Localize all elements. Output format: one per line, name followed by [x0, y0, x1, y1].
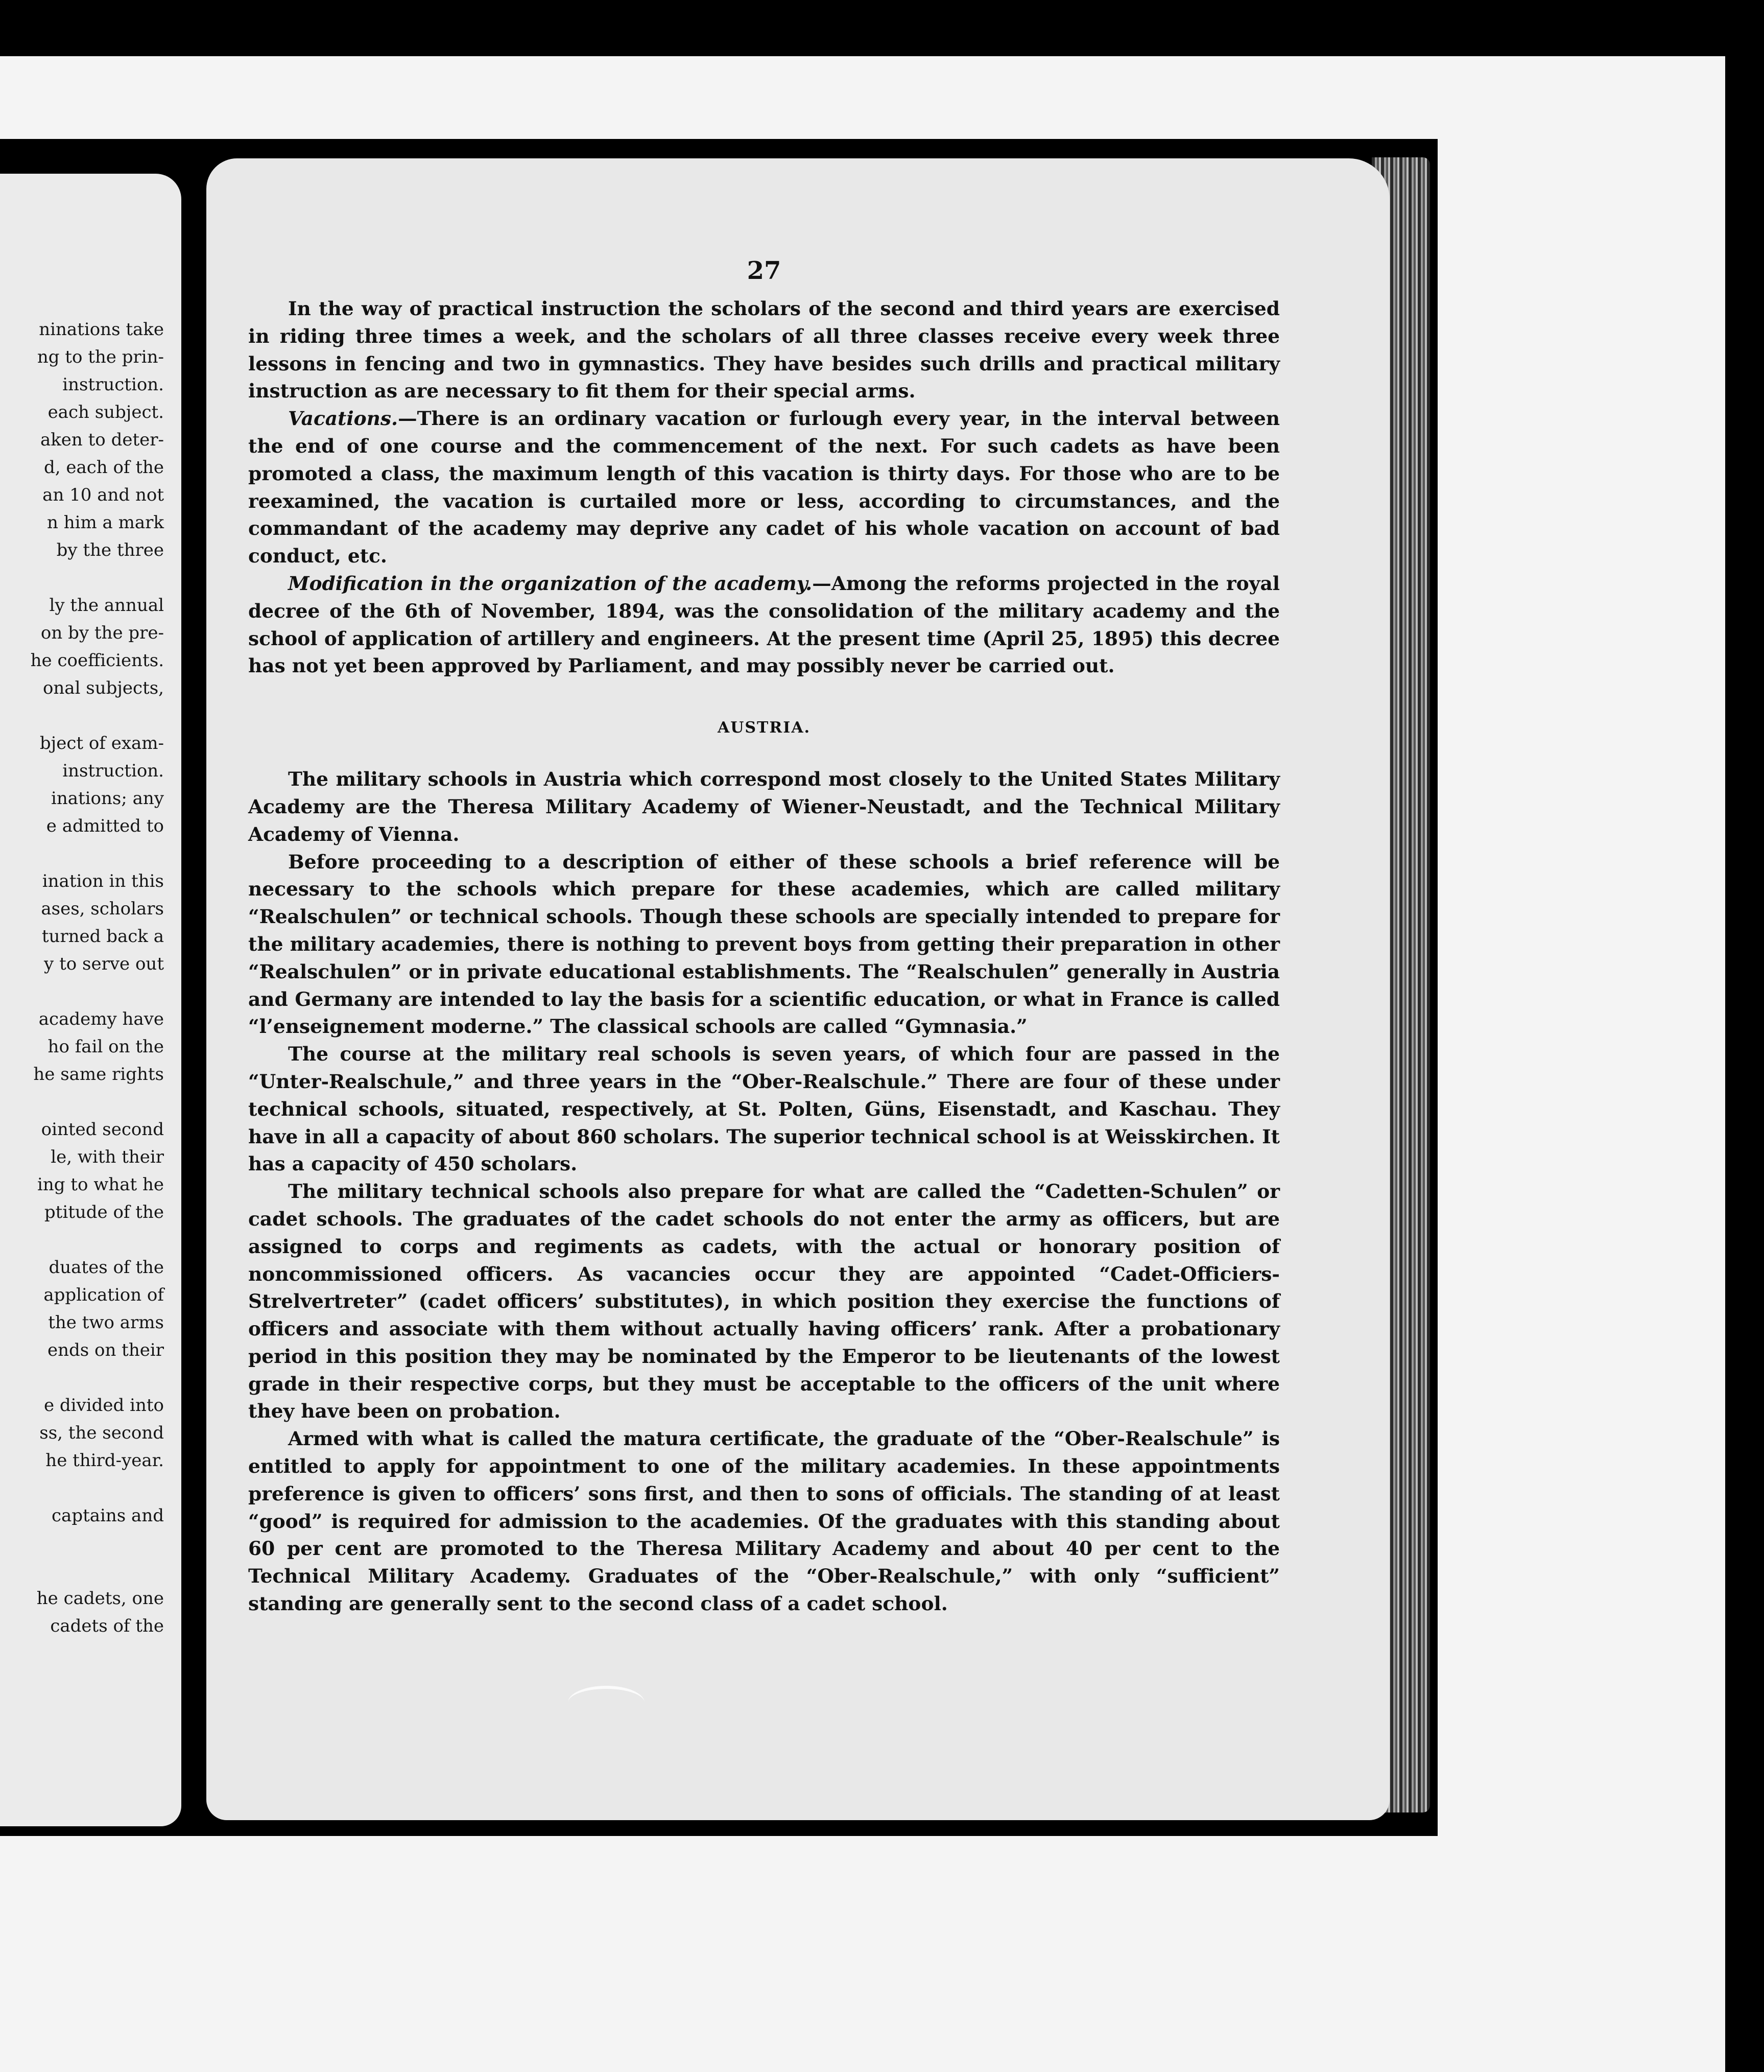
- facing-page-line: bject of exam-: [39, 733, 164, 754]
- facing-page-line: ointed second: [41, 1119, 164, 1140]
- paragraph-text: In the way of practical instruction the scholars of the second and third years are exercised in riding three times a week, and the scholars of all three classes receive every week three lessons in fencing and two in gymnastics. They have besides such drills and practical military instruction as are necessary to fit them for their special arms.: [248, 297, 1280, 403]
- facing-page-line: d, each of the: [43, 457, 164, 478]
- paragraph-lead: Vacations.: [288, 407, 398, 430]
- paragraph-text: —Among the reforms projected in the royal decree of the 6th of November, 1894, was the consolidation of the military academy and the school of application of artillery and engineers. At the present time (April 25, 1895) this decree has not yet been approved by Parliament, and may possibly never be carried out.: [248, 572, 1280, 677]
- facing-page-line: he cadets, one: [36, 1588, 164, 1609]
- facing-page-line: each subject.: [47, 402, 164, 422]
- facing-page-line: ases, scholars: [41, 899, 164, 919]
- facing-page-line: inations; any: [51, 788, 164, 809]
- facing-page-line: instruction.: [62, 374, 164, 395]
- facing-page-line: ho fail on the: [47, 1037, 164, 1057]
- facing-page-line: academy have: [38, 1009, 164, 1029]
- facing-page-line: ss, the second: [39, 1423, 164, 1443]
- facing-page-line: ing to what he: [37, 1174, 164, 1195]
- scan-smudge: [568, 1686, 645, 1720]
- facing-page-line: e divided into: [43, 1395, 164, 1416]
- facing-page-line: aken to deter-: [40, 430, 164, 450]
- facing-page-line: ninations take: [39, 319, 164, 340]
- facing-page-line: duates of the: [49, 1257, 164, 1278]
- paragraph: [248, 1178, 1280, 1425]
- facing-page-line: the two arms: [48, 1312, 164, 1333]
- facing-page-line: ng to the prin-: [37, 347, 164, 367]
- paragraph-text: The military technical schools also prepare for what are called the “Cadetten-Schulen” or cadet schools. The graduates of the cadet schools do not enter the army as officers, but are assigned to corps and regiments as cadets, with the actual or honorary position of noncommissioned officers. As vacancies occur they are appointed “Cadet-Officiers-Strelvertreter” (cadet officers’ substitutes), in which position they exercise the functions of officers and associate with them without actually having officers’ rank. After a probationary period in this position they may be nominated by the Emperor to be lieutenants of the lowest grade in their respective corps, but they must be acceptable to the officers of the unit where they have been on probation.: [248, 1180, 1280, 1423]
- facing-page-line: an 10 and not: [42, 485, 164, 505]
- facing-page-line: he third-year.: [45, 1450, 164, 1471]
- facing-page-line: by the three: [56, 540, 164, 560]
- facing-page-line: e admitted to: [46, 816, 164, 836]
- paragraph-text: Before proceeding to a description of either of these schools a brief reference will be necessary to the schools which prepare for these academies, which are called military “Realschulen” or technical schools. Though these schools are specially intended to prepare for the military academies, there is nothing to prevent boys from getting their preparation in other “Realschulen” or in private educational establishments. The “Realschulen” generally in Austria and Germany are intended to lay the basis for a scientific education, or what in France is called “l’enseignement moderne.” The classical schools are called “Gymnasia.”: [248, 850, 1280, 1038]
- paragraph: [248, 849, 1280, 1041]
- paragraph: [248, 570, 1280, 680]
- facing-page-line: ination in this: [42, 871, 164, 891]
- facing-page-line: y to serve out: [44, 954, 164, 974]
- facing-page-line: on by the pre-: [40, 623, 164, 643]
- paragraph: [248, 1425, 1280, 1618]
- paragraph: [248, 405, 1280, 570]
- page-content: [248, 255, 1280, 1618]
- facing-page-line: n him a mark: [47, 512, 164, 533]
- paragraphs-after-section: [248, 766, 1280, 1618]
- paragraph-text: The military schools in Austria which correspond most closely to the United States Military Academy are the Theresa Military Academy of Wiener-Neustadt, and the Technical Military Academy of Vienna.: [248, 768, 1280, 845]
- paragraphs-before-section: [248, 295, 1280, 680]
- facing-page-line: ly the annual: [49, 595, 164, 616]
- section-heading: AUSTRIA.: [717, 719, 811, 737]
- facing-page-line: he coefficients.: [30, 650, 164, 671]
- facing-page-line: turned back a: [41, 926, 164, 947]
- facing-page-left: [0, 174, 181, 1826]
- scan-border-top: [0, 0, 1764, 56]
- facing-page-line: captains and: [52, 1505, 164, 1526]
- scan-border-right: [1725, 0, 1764, 2072]
- paragraph-text: —There is an ordinary vacation or furlough every year, in the interval between the end of one course and the commencement of the next. For such cadets as have been promoted a class, the maximum length of this vacation is thirty days. For those who are to be reexamined, the vacation is curtailed more or less, according to circumstances, and the commandant of the academy may deprive any cadet of his whole vacation on account of bad conduct, etc.: [248, 407, 1280, 568]
- facing-page-line: cadets of the: [50, 1616, 164, 1636]
- facing-page-line: instruction.: [62, 761, 164, 781]
- facing-page-line: he same rights: [33, 1064, 164, 1085]
- paragraph: [248, 295, 1280, 405]
- page-number: 27: [747, 256, 781, 285]
- paragraph: [248, 766, 1280, 848]
- paragraph: [248, 1041, 1280, 1178]
- facing-page-line: ptitude of the: [44, 1202, 164, 1222]
- facing-page-line: le, with their: [51, 1147, 164, 1167]
- facing-page-line: onal subjects,: [42, 678, 164, 698]
- facing-page-line: ends on their: [47, 1340, 164, 1360]
- paragraph-text: Armed with what is called the matura certificate, the graduate of the “Ober-Realschule” is entitled to apply for appointment to one of the military academies. In these appointments preference is given to officers’ sons first, and then to sons of officials. The standing of at least “good” is required for admission to the academies. Of the graduates with this standing about 60 per cent are promoted to the Theresa Military Academy and about 40 per cent to the Technical Military Academy. Graduates of the “Ober-Realschule,” with only “sufficient” standing are generally sent to the second class of a cadet school.: [248, 1427, 1280, 1615]
- facing-page-line: application of: [43, 1285, 164, 1305]
- paragraph-lead: Modification in the organization of the academy.: [288, 572, 813, 595]
- paragraph-text: The course at the military real schools is seven years, of which four are passed in the “Unter-Realschule,” and three years in the “Ober-Realschule.” There are four of these under technical schools, situated, respectively, at St. Polten, Güns, Eisenstadt, and Kaschau. They have in all a capacity of about 860 scholars. The superior technical school is at Weisskirchen. It has a capacity of 450 scholars.: [248, 1043, 1280, 1175]
